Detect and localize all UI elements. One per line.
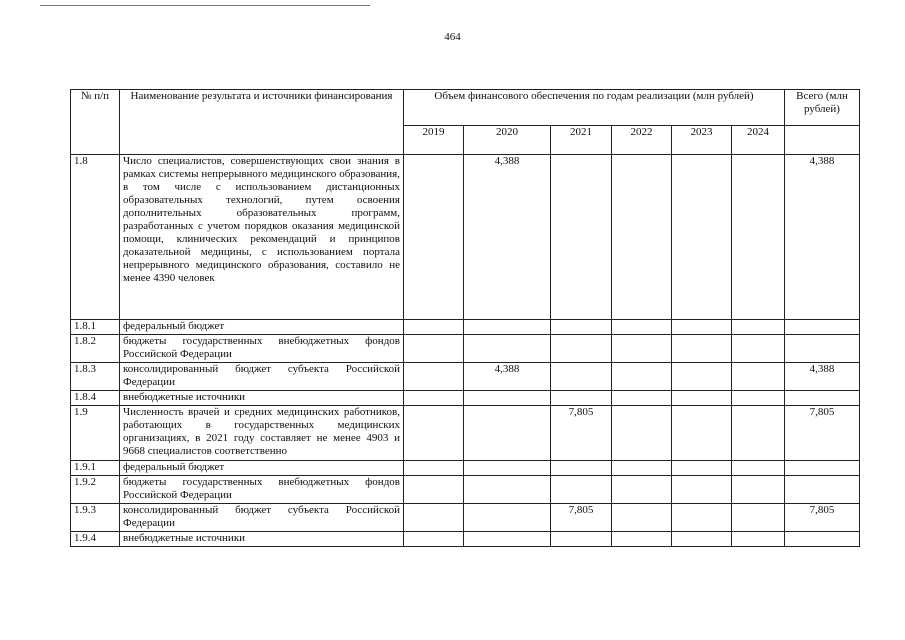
table-row (71, 532, 860, 547)
total-value-cell (785, 461, 860, 476)
year-value-cell (612, 532, 672, 547)
year-value-cell (404, 406, 464, 461)
header-total-empty (785, 126, 860, 155)
year-value-cell (732, 391, 785, 406)
header-num: № п/п (71, 90, 120, 155)
year-value-cell (672, 532, 732, 547)
year-value-cell (612, 504, 672, 532)
table-row (71, 504, 860, 532)
year-value-cell (464, 391, 551, 406)
year-value-cell (464, 406, 551, 461)
header-year: 2024 (732, 126, 785, 155)
total-value-cell (785, 391, 860, 406)
row-number: 1.9.1 (71, 461, 120, 476)
row-name: Число специалистов, совершенствующих свои знания в рамках системы непрерывного медицинского образования, в том числе с использованием дистанционных образовательных технологий, путем освоения дополнительных образовательных программ, разработанных с учетом порядков оказания медицинской помощи, клинических рекомендаций и принципов доказательной медицины, с использованием портала непрерывного медицинского образования, составило не менее 4390 человек (120, 155, 404, 320)
year-value-cell (612, 476, 672, 504)
row-name: Численность врачей и средних медицинских работников, работающих в государственных медицинских организациях, в 2021 году составляет не менее 4903 и 9668 специалистов соответственно (120, 406, 404, 461)
table-row (71, 155, 860, 320)
year-value-cell (732, 155, 785, 320)
row-name: внебюджетные источники (120, 391, 404, 406)
header-year: 2022 (612, 126, 672, 155)
total-value-cell (785, 532, 860, 547)
table-row (71, 406, 860, 461)
year-value-cell (672, 461, 732, 476)
row-name: федеральный бюджет (120, 320, 404, 335)
row-number: 1.9 (71, 406, 120, 461)
total-value-cell (785, 476, 860, 504)
year-value-cell (672, 504, 732, 532)
year-value-cell (551, 461, 612, 476)
year-value-cell (464, 335, 551, 363)
year-value-cell (732, 363, 785, 391)
year-value-cell (672, 155, 732, 320)
year-value-cell (404, 532, 464, 547)
year-value-cell (404, 335, 464, 363)
header-year: 2019 (404, 126, 464, 155)
row-number: 1.8.3 (71, 363, 120, 391)
year-value-cell (464, 320, 551, 335)
table-body (71, 155, 860, 547)
total-value-cell: 4,388 (785, 363, 860, 391)
year-value-cell (732, 320, 785, 335)
year-value-cell: 7,805 (551, 504, 612, 532)
year-value-cell: 4,388 (464, 155, 551, 320)
header-name: Наименование результата и источники финансирования (120, 90, 404, 155)
row-name: консолидированный бюджет субъекта Российской Федерации (120, 504, 404, 532)
year-value-cell (551, 335, 612, 363)
total-value-cell: 7,805 (785, 504, 860, 532)
header-year: 2023 (672, 126, 732, 155)
header-row-1 (71, 90, 860, 126)
year-value-cell (551, 476, 612, 504)
year-value-cell (672, 363, 732, 391)
row-number: 1.9.4 (71, 532, 120, 547)
year-value-cell (404, 363, 464, 391)
year-value-cell (612, 320, 672, 335)
year-value-cell (732, 532, 785, 547)
header-funding: Объем финансового обеспечения по годам реализации (млн рублей) (404, 90, 785, 126)
year-value-cell (551, 363, 612, 391)
year-value-cell (672, 406, 732, 461)
table-row (71, 476, 860, 504)
year-value-cell (404, 320, 464, 335)
total-value-cell: 4,388 (785, 155, 860, 320)
year-value-cell (612, 335, 672, 363)
financing-table (70, 89, 860, 547)
row-name: бюджеты государственных внебюджетных фондов Российской Федерации (120, 335, 404, 363)
header-total: Всего (млн рублей) (785, 90, 860, 126)
year-value-cell (732, 461, 785, 476)
year-value-cell: 4,388 (464, 363, 551, 391)
year-value-cell (551, 532, 612, 547)
table-row (71, 335, 860, 363)
year-value-cell (672, 391, 732, 406)
year-value-cell (612, 406, 672, 461)
row-name: консолидированный бюджет субъекта Российской Федерации (120, 363, 404, 391)
header-year: 2020 (464, 126, 551, 155)
table-row (71, 363, 860, 391)
year-value-cell (404, 391, 464, 406)
page-number: 464 (444, 31, 461, 43)
year-value-cell (551, 320, 612, 335)
year-value-cell (404, 155, 464, 320)
total-value-cell (785, 320, 860, 335)
row-name: бюджеты государственных внебюджетных фондов Российской Федерации (120, 476, 404, 504)
header-year: 2021 (551, 126, 612, 155)
row-number: 1.8.2 (71, 335, 120, 363)
year-value-cell (551, 391, 612, 406)
year-value-cell (672, 476, 732, 504)
year-value-cell (464, 532, 551, 547)
year-value-cell (404, 476, 464, 504)
row-number: 1.8.4 (71, 391, 120, 406)
row-number: 1.8.1 (71, 320, 120, 335)
year-value-cell (672, 335, 732, 363)
year-value-cell (464, 461, 551, 476)
year-value-cell (404, 504, 464, 532)
year-value-cell (732, 504, 785, 532)
year-value-cell (672, 320, 732, 335)
year-value-cell (464, 504, 551, 532)
year-value-cell (551, 155, 612, 320)
row-number: 1.9.2 (71, 476, 120, 504)
scan-top-line (40, 5, 370, 6)
year-value-cell (612, 363, 672, 391)
year-value-cell (732, 476, 785, 504)
year-value-cell (612, 391, 672, 406)
total-value-cell: 7,805 (785, 406, 860, 461)
year-value-cell (404, 461, 464, 476)
row-number: 1.8 (71, 155, 120, 320)
table-row (71, 391, 860, 406)
table-row (71, 461, 860, 476)
year-value-cell (612, 461, 672, 476)
year-value-cell (612, 155, 672, 320)
row-name: федеральный бюджет (120, 461, 404, 476)
year-value-cell: 7,805 (551, 406, 612, 461)
row-number: 1.9.3 (71, 504, 120, 532)
year-value-cell (464, 476, 551, 504)
year-value-cell (732, 406, 785, 461)
total-value-cell (785, 335, 860, 363)
table-row (71, 320, 860, 335)
year-value-cell (732, 335, 785, 363)
row-name: внебюджетные источники (120, 532, 404, 547)
